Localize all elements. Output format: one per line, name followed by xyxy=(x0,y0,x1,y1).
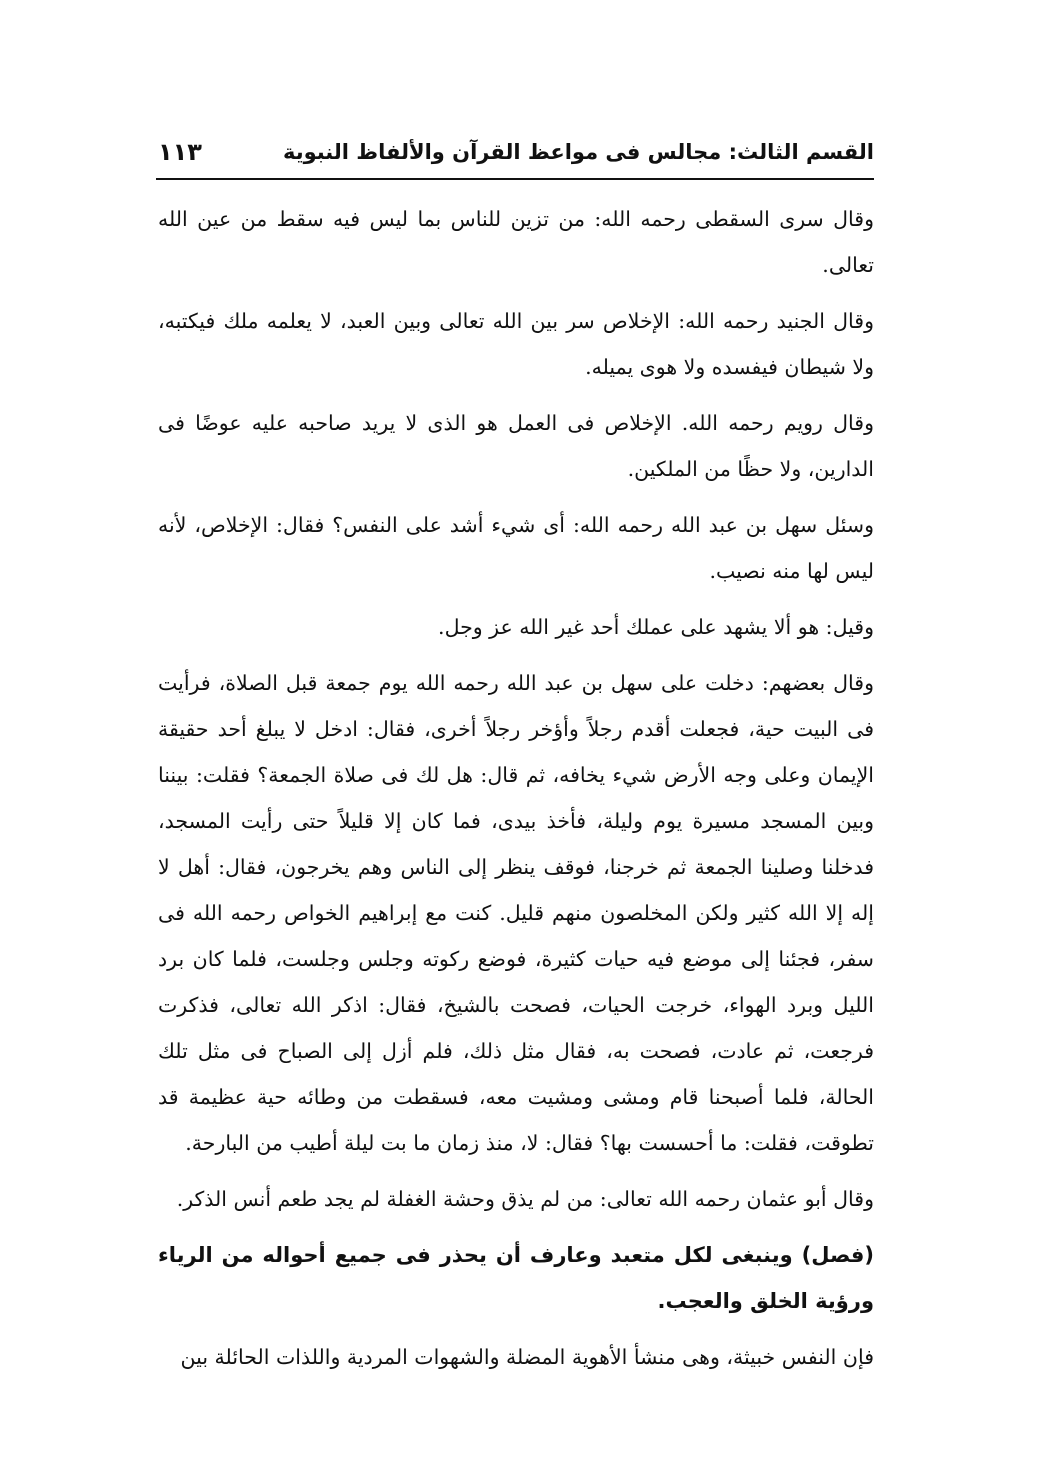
paragraph-last: فإن النفس خبيثة، وهى منشأ الأهوية المضلة والشهوات المردية واللذات الحائلة بين xyxy=(180,1345,874,1369)
paragraph-story: وقال بعضهم: دخلت على سهل بن عبد الله رحمه الله يوم جمعة قبل الصلاة، فرأيت فى البيت حية، فجعلت أقدم رجلاً وأؤخر رجلاً أخرى، فقال: ادخل لا يبلغ أحد حقيقة الإيمان وعلى وجه الأرض شيء يخافه، ثم قال: هل لك فى صلاة الجمعة؟ فقلت: بيننا وبين المسجد مسيرة يوم وليلة، فأخذ بيدى، فما كان إلا قليلاً حتى رأيت المسجد، فدخلنا وصلينا الجمعة ثم خرجنا، فوقف ينظر إلى الناس وهم يخرجون، فقال: أهل لا إله إلا الله كثير ولكن المخلصون منهم قليل. كنت مع إبراهيم الخواص رحمه الله فى سفر، فجئنا إلى موضع فيه حيات كثيرة، فوضع ركوته وجلس وجلست، فلما كان برد الليل وبرد الهواء، خرجت الحيات، فصحت بالشيخ، فقال: اذكر الله تعالى، فذكرت فرجعت، ثم عادت، فصحت به، فقال مثل ذلك، فلم أزل إلى الصباح فى مثل تلك الحالة، فلما أصبحنا قام ومشى ومشيت معه، فسقطت من وطائه حية عظيمة قد تطوقت، فقلت: ما أحسست بها؟ فقال: لا، منذ زمان ما بت ليلة أطيب من البارحة. xyxy=(158,671,874,1155)
paragraph-qila: وقيل: هو ألا يشهد على عملك أحد غير الله عز وجل. xyxy=(438,615,874,639)
paragraph-abu-uthman: وقال أبو عثمان رحمه الله تعالى: من لم يذق وحشة الغفلة لم يجد طعم أنس الذكر. xyxy=(176,1187,874,1211)
page-number: ١١٣ xyxy=(158,138,202,166)
paragraph-ruwaym: وقال رويم رحمه الله. الإخلاص فى العمل هو الذى لا يريد صاحبه عليه عوضًا فى الدارين، ولا حظًا من الملكين. xyxy=(158,411,874,481)
page-body xyxy=(158,196,874,1390)
header-title: القسم الثالث: مجالس فى مواعظ القرآن والألفاظ النبوية xyxy=(282,140,874,164)
paragraph-junayd: وقال الجنيد رحمه الله: الإخلاص سر بين الله تعالى وبين العبد، لا يعلمه ملك فيكتبه، ولا شيطان فيفسده ولا هوى يميله. xyxy=(158,309,874,379)
paragraph-sari: وقال سرى السقطى رحمه الله: من تزين للناس بما ليس فيه سقط من عين الله تعالى. xyxy=(158,207,874,277)
section-heading: (فصل) وينبغى لكل متعبد وعارف أن يحذر فى جميع أحواله من الرياء ورؤية الخلق والعجب. xyxy=(158,1243,874,1313)
paragraph-sahl-question: وسئل سهل بن عبد الله رحمه الله: أى شيء أشد على النفس؟ فقال: الإخلاص، لأنه ليس لها منه نصيب. xyxy=(158,513,874,583)
running-header xyxy=(156,138,874,180)
